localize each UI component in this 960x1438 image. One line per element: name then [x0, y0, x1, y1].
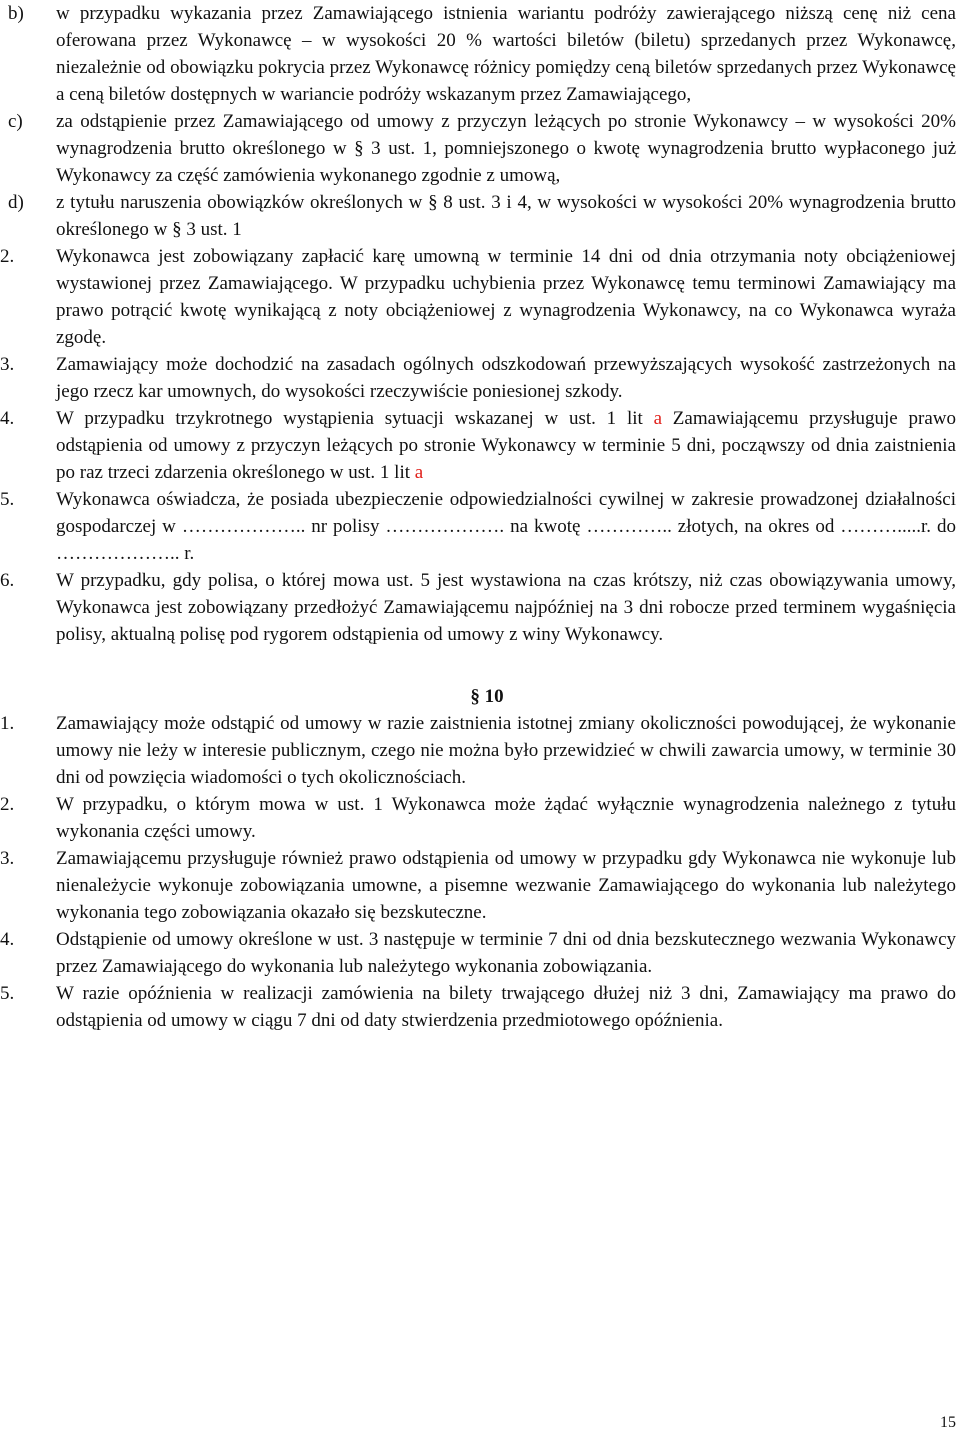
item-number: 6. [0, 570, 15, 591]
numbered-item [0, 486, 960, 567]
numbered-item [0, 980, 960, 1034]
item-number: 2. [0, 794, 15, 815]
numbered-item [0, 567, 960, 648]
item-number: 1. [0, 713, 15, 734]
list-item-text: z tytułu naruszenia obowiązków określonych w § 8 ust. 3 i 4, w wysokości w wysokości 20% wynagrodzenia brutto określonego w § 3 ust. 1 [56, 192, 956, 240]
item-text-part: Zamawiającemu przysługuje prawo odstąpienia od umowy z przyczyn leżących po stronie Wykonawcy w terminie 5 dni, począwszy od dnia zaistnienia po raz trzeci zdarzenia określonego w ust. 1 lit [56, 408, 956, 483]
item-text-part: W przypadku trzykrotnego wystąpienia sytuacji wskazanej w ust. 1 lit [56, 408, 654, 429]
list-marker: d) [8, 192, 24, 213]
list-item [0, 0, 960, 108]
highlighted-letter: a [653, 408, 662, 429]
list-item-text: za odstąpienie przez Zamawiającego od umowy z przyczyn leżących po stronie Wykonawcy – w wysokości 20% wynagrodzenia brutto określonego w § 3 ust. 1, pomniejszonego o kwotę wynagrodzenia brutto wypłaconego już Wykonawcy za część zamówienia wykonanego zgodnie z umową, [56, 111, 956, 186]
item-number: 2. [0, 246, 15, 267]
numbered-item [0, 351, 960, 405]
item-text: W przypadku, gdy polisa, o której mowa ust. 5 jest wystawiona na czas krótszy, niż czas obowiązywania umowy, Wykonawca jest zobowiązany przedłożyć Zamawiającemu najpóźniej na 3 dni robocze przed terminem wygaśnięcia polisy, aktualną polisę pod rygorem odstąpienia od umowy z winy Wykonawcy. [56, 570, 956, 645]
spacer [0, 648, 960, 683]
numbered-item [0, 845, 960, 926]
highlighted-letter: a [414, 462, 424, 483]
list-marker: b) [8, 3, 24, 24]
item-text: W razie opóźnienia w realizacji zamówienia na bilety trwającego dłużej niż 3 dni, Zamawiający ma prawo do odstąpienia od umowy w ciągu 7 dni od daty stwierdzenia przedmiotowego opóźnienia. [56, 983, 956, 1031]
numbered-item [0, 243, 960, 351]
list-item [0, 108, 960, 189]
item-number: 4. [0, 408, 15, 429]
list-marker: c) [8, 111, 23, 132]
numbered-item [0, 926, 960, 980]
item-number: 5. [0, 983, 15, 1004]
numbered-item [0, 405, 960, 486]
page-number: 15 [940, 1414, 956, 1431]
section-heading: § 10 [470, 686, 504, 707]
item-text: Wykonawca oświadcza, że posiada ubezpieczenie odpowiedzialności cywilnej w zakresie prowadzonej działalności gospodarczej w ……………….. nr polisy ………………. na kwotę ………….. złotych, na okres od ……….....r. do ……………….. r. [56, 489, 956, 564]
list-item-text: w przypadku wykazania przez Zamawiającego istnienia wariantu podróży zawierającego niższą cenę niż cena oferowana przez Wykonawcę – w wysokości 20 % wartości biletów (biletu) sprzedanych przez Wykonawcę, niezależnie od obowiązku pokrycia przez Wykonawcę różnicy pomiędzy ceną biletów sprzedanych przez Wykonawcę a ceną biletów dostępnych w wariancie podróży wskazanym przez Zamawiającego, [56, 3, 956, 105]
item-text: W przypadku, o którym mowa w ust. 1 Wykonawca może żądać wyłącznie wynagrodzenia należnego z tytułu wykonania części umowy. [56, 794, 956, 842]
item-text: Zamawiający może dochodzić na zasadach ogólnych odszkodowań przewyższających wysokość zastrzeżonych na jego rzecz kar umownych, do wysokości rzeczywiście poniesionej szkody. [56, 354, 956, 402]
item-number: 5. [0, 489, 15, 510]
item-text: Wykonawca jest zobowiązany zapłacić karę umowną w terminie 14 dni od dnia otrzymania noty obciążeniowej wystawionej przez Zamawiającego. W przypadku uchybienia przez Wykonawcę temu terminowi Zamawiający ma prawo potrącić kwotę wynikającą z noty obciążeniowej z wynagrodzenia Wykonawcy, na co Wykonawca wyraża zgodę. [56, 246, 956, 348]
item-text: Zamawiającemu przysługuje również prawo odstąpienia od umowy w przypadku gdy Wykonawca nie wykonuje lub nienależycie wykonuje zobowiązania umowne, a pisemne wezwanie Zamawiającego do wykonania lub należytego wykonania tego zobowiązania okazało się bezskuteczne. [56, 848, 956, 923]
numbered-item [0, 710, 960, 791]
item-text: Odstąpienie od umowy określone w ust. 3 następuje w terminie 7 dni od dnia bezskutecznego wezwania Wykonawcy przez Zamawiającego do wykonania lub należytego wykonania zobowiązania. [56, 929, 956, 977]
item-number: 4. [0, 929, 15, 950]
item-text: Zamawiający może odstąpić od umowy w razie zaistnienia istotnej zmiany okoliczności powodującej, że wykonanie umowy nie leży w interesie publicznym, czego nie można było przewidzieć w chwili zawarcia umowy, w terminie 30 dni od powzięcia wiadomości o tych okolicznościach. [56, 713, 956, 788]
item-number: 3. [0, 354, 15, 375]
list-item [0, 189, 960, 243]
numbered-item [0, 791, 960, 845]
item-number: 3. [0, 848, 15, 869]
